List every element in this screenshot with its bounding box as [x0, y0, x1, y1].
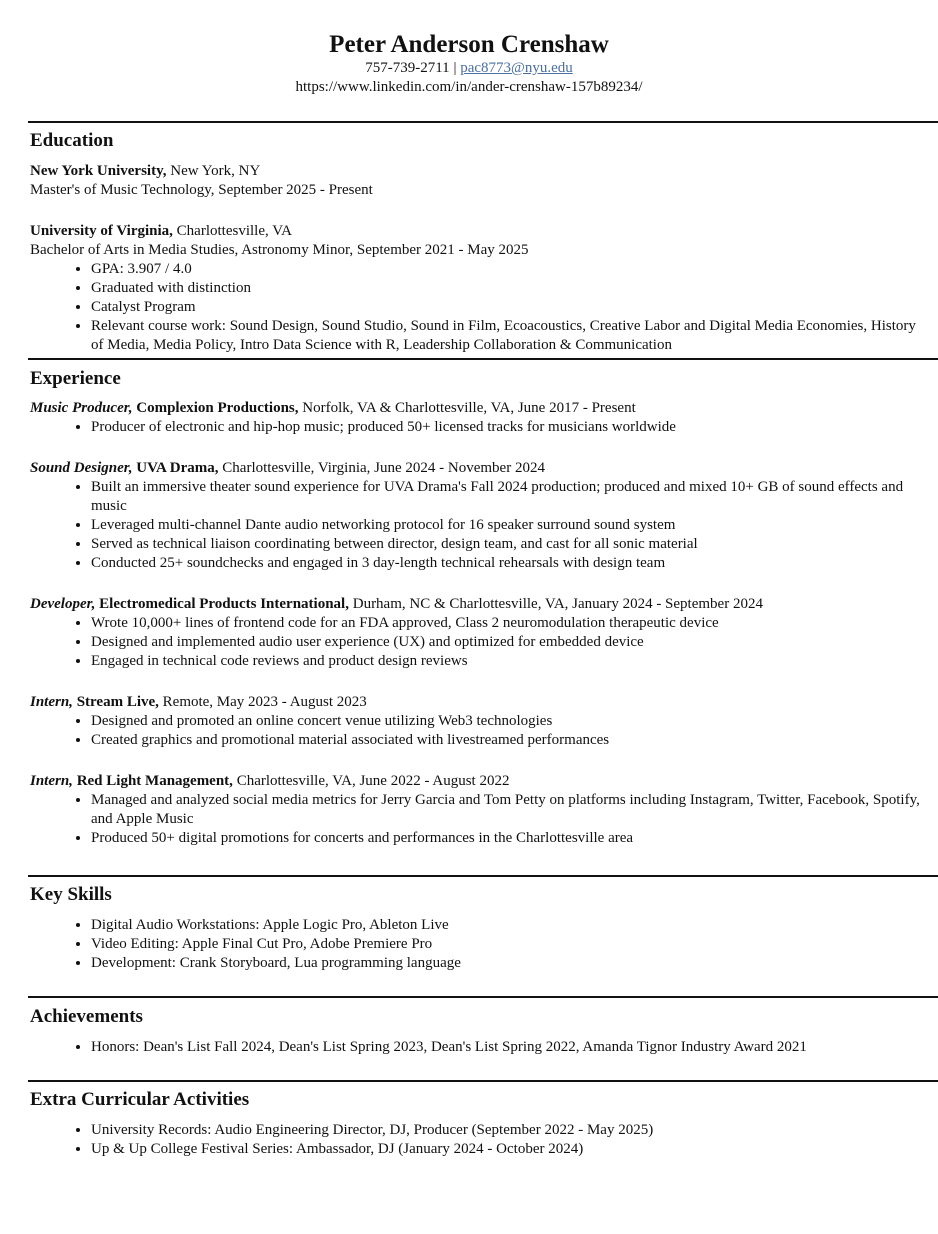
section-divider [28, 121, 938, 123]
bullet-item: • Designed and implemented audio user experience (UX) and optimized for embedded device [91, 633, 930, 652]
bullet-item: • Up & Up College Festival Series: Ambassador, DJ (January 2024 - October 2024) [91, 1140, 930, 1159]
extracurricular-section [30, 1089, 930, 1159]
experience-section [30, 368, 930, 848]
job-entry [30, 459, 930, 573]
job-details: Durham, NC & Charlottesville, VA, January 2024 - September 2024 [348, 596, 763, 612]
bullet-item: • Managed and analyzed social media metrics for Jerry Garcia and Tom Petty on platforms including Instagram, Twitter, Facebook, Spotify, and Apple Music [91, 791, 930, 829]
bullet-item: • Video Editing: Apple Final Cut Pro, Adobe Premiere Pro [91, 935, 930, 954]
achievements-bullets [30, 1038, 930, 1057]
education-entry [30, 222, 930, 355]
bullet-item: • University Records: Audio Engineering Director, DJ, Producer (September 2022 - May 2025) [91, 1121, 930, 1140]
achievements-section [30, 1006, 930, 1057]
bullet-item: • Digital Audio Workstations: Apple Logic Pro, Ableton Live [91, 916, 930, 935]
job-role: Sound Designer, [30, 460, 133, 476]
job-bullets [30, 712, 930, 750]
bullet-item: • Relevant course work: Sound Design, Sound Studio, Sound in Film, Ecoacoustics, Creative Labor and Digital Media Economies, History of Media, Media Policy, Intro Data Science with R, Leadership Collaboration & Communication [91, 317, 930, 355]
section-divider [28, 358, 938, 360]
section-title-experience: Experience [30, 368, 121, 389]
bullet-item: • Development: Crank Storyboard, Lua programming language [91, 954, 930, 973]
job-entry [30, 399, 930, 437]
education-bullets [30, 260, 930, 355]
bullet-item: • Graduated with distinction [91, 279, 930, 298]
linkedin-url[interactable]: https://www.linkedin.com/in/ander-crenshaw-157b89234/ [295, 79, 643, 95]
job-bullets [30, 418, 930, 437]
bullet-item: • Catalyst Program [91, 298, 930, 317]
job-org: Complexion Productions, [132, 400, 299, 416]
school-name: University of Virginia, [30, 223, 173, 239]
job-details: Norfolk, VA & Charlottesville, VA, June 2017 - Present [298, 400, 636, 416]
contact-separator: | [449, 60, 461, 76]
bullet-item: • Honors: Dean's List Fall 2024, Dean's List Spring 2023, Dean's List Spring 2022, Amanda Tignor Industry Award 2021 [91, 1038, 930, 1057]
bullet-item: • Designed and promoted an online concert venue utilizing Web3 technologies [91, 712, 930, 731]
bullet-item: • Engaged in technical code reviews and product design reviews [91, 652, 930, 671]
section-title-achievements: Achievements [30, 1006, 143, 1027]
job-org: Red Light Management, [72, 773, 233, 789]
bullet-item: • Produced 50+ digital promotions for concerts and performances in the Charlottesville area [91, 829, 930, 848]
job-entry [30, 772, 930, 848]
section-title-extracurricular: Extra Curricular Activities [30, 1089, 250, 1110]
extracurricular-bullets [30, 1121, 930, 1159]
skills-section [30, 884, 930, 973]
school-location: Charlottesville, VA [172, 223, 292, 239]
section-divider [28, 875, 938, 877]
job-role: Music Producer, [30, 400, 133, 416]
job-details: Charlottesville, Virginia, June 2024 - November 2024 [218, 460, 545, 476]
skills-bullets [30, 916, 930, 973]
education-entry [30, 162, 930, 200]
job-entry [30, 693, 930, 750]
section-divider [28, 996, 938, 998]
email-link[interactable]: pac8773@nyu.edu [460, 60, 573, 76]
phone-number: 757-739-2711 [365, 60, 450, 76]
school-name: New York University, [30, 163, 167, 179]
resume-header [0, 31, 938, 97]
job-bullets [30, 791, 930, 848]
bullet-item: • Producer of electronic and hip-hop music; produced 50+ licensed tracks for musicians worldwide [91, 418, 930, 437]
section-divider [28, 1080, 938, 1082]
section-title-skills: Key Skills [30, 884, 112, 905]
job-org: UVA Drama, [132, 460, 219, 476]
job-role: Developer, [30, 596, 96, 612]
school-location: New York, NY [166, 163, 261, 179]
bullet-item: • Conducted 25+ soundchecks and engaged in 3 day-length technical rehearsals with design team [91, 554, 930, 573]
job-details: Charlottesville, VA, June 2022 - August 2022 [232, 773, 510, 789]
job-org: Electromedical Products International, [95, 596, 349, 612]
job-org: Stream Live, [72, 694, 159, 710]
job-details: Remote, May 2023 - August 2023 [158, 694, 367, 710]
section-title-education: Education [30, 130, 114, 151]
bullet-item: • Served as technical liaison coordinating between director, design team, and cast for all sonic material [91, 535, 930, 554]
job-role: Intern, [30, 694, 73, 710]
contact-line [0, 59, 938, 78]
job-role: Intern, [30, 773, 73, 789]
bullet-item: • Wrote 10,000+ lines of frontend code for an FDA approved, Class 2 neuromodulation therapeutic device [91, 614, 930, 633]
degree-line: Bachelor of Arts in Media Studies, Astronomy Minor, September 2021 - May 2025 [30, 242, 529, 258]
job-bullets [30, 614, 930, 671]
degree-line: Master's of Music Technology, September 2025 - Present [30, 182, 373, 198]
education-section [30, 130, 930, 355]
job-entry [30, 595, 930, 671]
job-bullets [30, 478, 930, 573]
candidate-name: Peter Anderson Crenshaw [329, 31, 609, 58]
bullet-item: • GPA: 3.907 / 4.0 [91, 260, 930, 279]
bullet-item: • Built an immersive theater sound experience for UVA Drama's Fall 2024 production; produced and mixed 10+ GB of sound effects and music [91, 478, 930, 516]
bullet-item: • Leveraged multi-channel Dante audio networking protocol for 16 speaker surround sound system [91, 516, 930, 535]
bullet-item: • Created graphics and promotional material associated with livestreamed performances [91, 731, 930, 750]
